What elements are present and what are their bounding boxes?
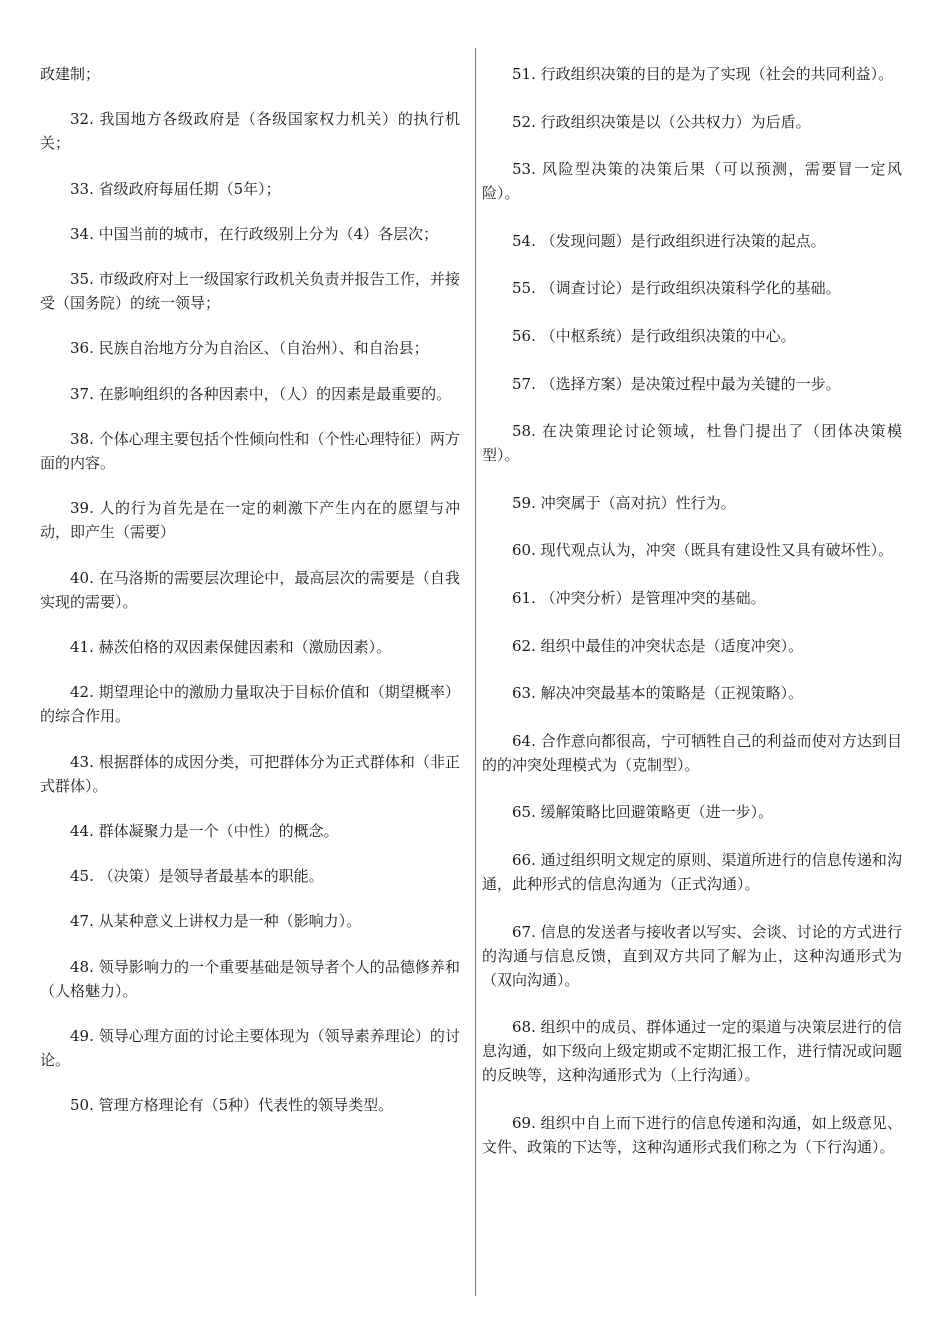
list-item: 67. 信息的发送者与接收者以写实、会谈、讨论的方式进行的沟通与信息反馈，直到双方共同了解为止，这种沟通形式为（双向沟通）。 (482, 922, 902, 989)
column-divider (475, 48, 476, 1296)
list-item: 68. 组织中的成员、群体通过一定的渠道与决策层进行的信息沟通，如下级向上级定期或不定期汇报工作，进行情况或问题的反映等，这种沟通形式为（上行沟通）。 (482, 1018, 903, 1085)
list-item: 58. 在决策理论讨论领域，杜鲁门提出了（团体决策模型）。 (482, 422, 902, 465)
list-item: 54. （发现问题）是行政组织进行决策的起点。 (512, 231, 826, 250)
list-item: 49. 领导心理方面的讨论主要体现为（领导素养理论）的讨论。 (40, 1027, 460, 1070)
right-column (482, 62, 902, 1182)
list-item: 52. 行政组织决策是以（公共权力）为后盾。 (512, 112, 811, 131)
list-item: 53. 风险型决策的决策后果（可以预测，需要冒一定风险）。 (482, 160, 902, 203)
list-item: 59. 冲突属于（高对抗）性行为。 (512, 493, 736, 512)
list-item: 65. 缓解策略比回避策略更（进一步）。 (512, 803, 774, 822)
list-item: 42. 期望理论中的激励力量取决于目标价值和（期望概率）的综合作用。 (40, 683, 460, 726)
list-item: 33. 省级政府每届任期（5年）； (70, 179, 281, 198)
list-item: 41. 赫茨伯格的双因素保健因素和（激励因素）。 (70, 637, 392, 656)
list-item: 44. 群体凝聚力是一个（中性）的概念。 (70, 821, 339, 840)
list-item: 56. （中枢系统）是行政组织决策的中心。 (512, 326, 796, 345)
list-item: 32. 我国地方各级政府是（各级国家权力机关）的执行机关； (40, 110, 460, 153)
left-column (40, 62, 460, 1139)
list-item: 55. （调查讨论）是行政组织决策科学化的基础。 (512, 279, 841, 298)
list-item: 62. 组织中最佳的冲突状态是（适度冲突）。 (512, 636, 804, 655)
list-item: 63. 解决冲突最基本的策略是（正视策略）。 (512, 684, 804, 703)
list-item: 政建制； (40, 65, 101, 83)
list-item: 57. （选择方案）是决策过程中最为关键的一步。 (512, 374, 841, 393)
list-item: 34. 中国当前的城市，在行政级别上分为（4）各层次； (70, 224, 439, 243)
list-item: 64. 合作意向都很高，宁可牺牲自己的利益而使对方达到目的的冲突处理模式为（克制型）。 (482, 731, 902, 774)
list-item: 37. 在影响组织的各种因素中，（人）的因素是最重要的。 (70, 384, 452, 403)
list-item: 69. 组织中自上而下进行的信息传递和沟通，如上级意见、文件、政策的下达等，这种沟通形式我们称之为（下行沟通）。 (482, 1113, 902, 1156)
list-item: 38. 个体心理主要包括个性倾向性和（个性心理特征）两方面的内容。 (40, 430, 460, 473)
list-item: 51. 行政组织决策的目的是为了实现（社会的共同利益）。 (512, 65, 894, 83)
list-item: 39. 人的行为首先是在一定的刺激下产生内在的愿望与冲动，即产生（需要） (40, 499, 460, 542)
list-item: 61. （冲突分析）是管理冲突的基础。 (512, 588, 766, 607)
list-item: 36. 民族自治地方分为自治区、（自治州）、和自治县； (70, 339, 429, 358)
list-item: 43. 根据群体的成因分类，可把群体分为正式群体和（非正式群体）。 (40, 752, 460, 795)
list-item: 48. 领导影响力的一个重要基础是领导者个人的品德修养和（人格魅力）。 (40, 957, 460, 1000)
list-item: 35. 市级政府对上一级国家行政机关负责并报告工作，并接受（国务院）的统一领导； (40, 270, 460, 313)
list-item: 45. （决策）是领导者最基本的职能。 (70, 867, 324, 886)
list-item: 40. 在马洛斯的需要层次理论中，最高层次的需要是（自我实现的需要）。 (40, 568, 460, 611)
list-item: 50. 管理方格理论有（5种）代表性的领导类型。 (70, 1096, 394, 1115)
list-item: 47. 从某种意义上讲权力是一种（影响力）。 (70, 912, 362, 931)
list-item: 66. 通过组织明文规定的原则、渠道所进行的信息传递和沟通，此种形式的信息沟通为（正式沟通）。 (482, 850, 902, 893)
list-item: 60. 现代观点认为，冲突（既具有建设性又具有破坏性）。 (512, 541, 894, 560)
